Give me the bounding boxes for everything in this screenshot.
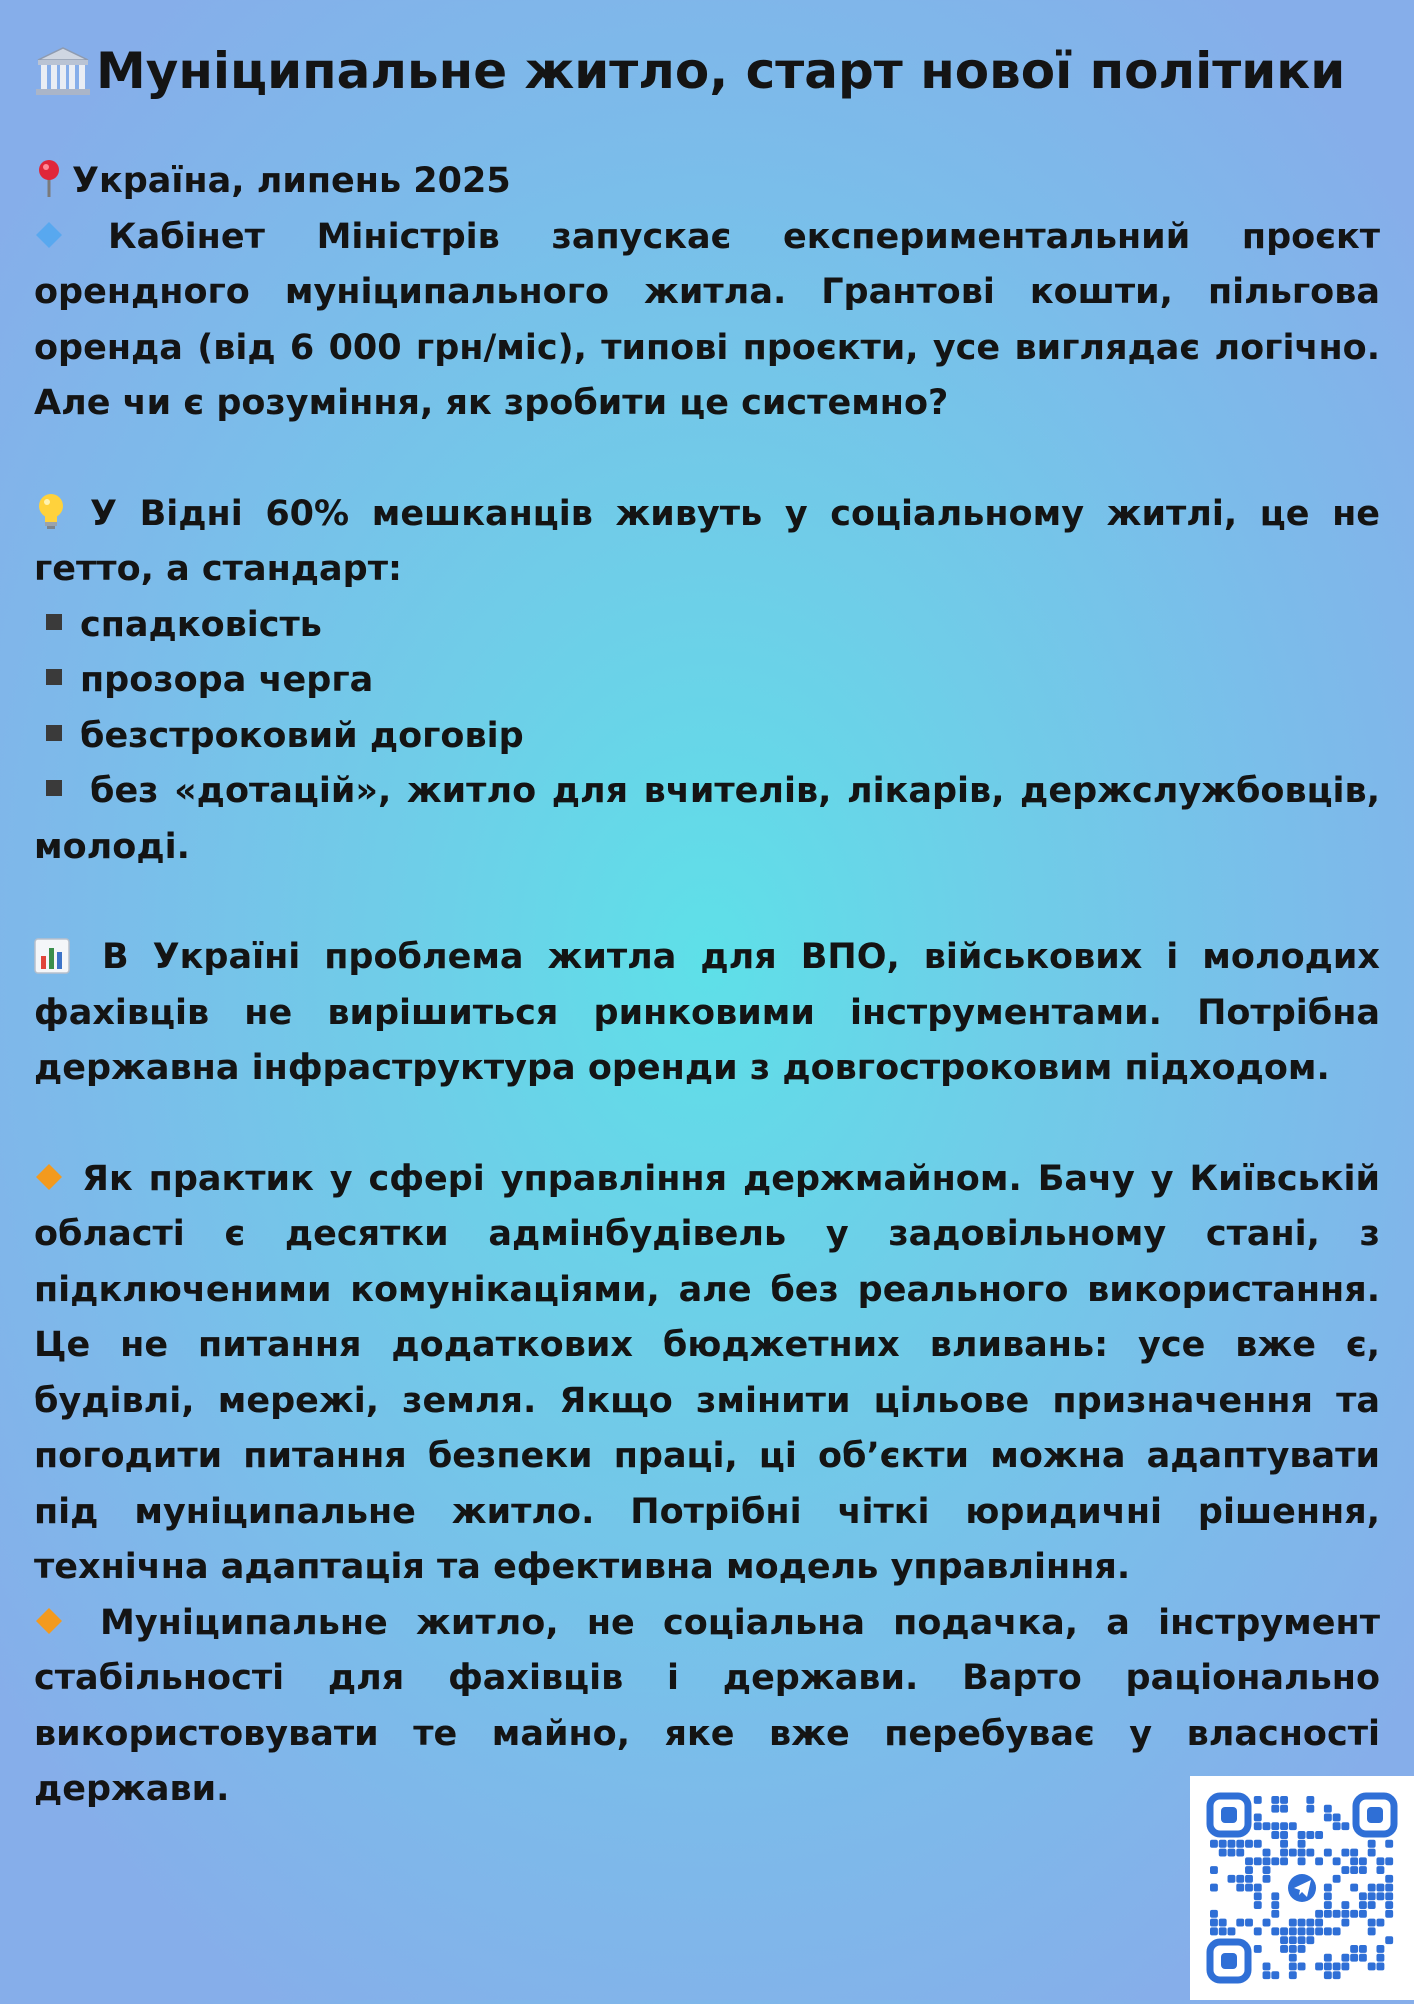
- list-item: прозора черга: [34, 653, 1380, 709]
- qr-code-icon: [1190, 1776, 1414, 2000]
- ukraine-problem-text: В Україні проблема житла для ВПО, військових і молодих фахівців не вирішиться ринковими інструментами. Потрібна державна інфраструктура оренди з довгостроковим підходом.: [34, 937, 1380, 1088]
- list-item: спадковість: [34, 598, 1380, 654]
- page-title: [34, 36, 1380, 106]
- bar-chart-icon: [34, 938, 70, 974]
- conclusion-text: Муніципальне житло, не соціальна подачка, а інструмент стабільності для фахівців і держави. Варто раціонально використовувати те майно, яке вже перебуває у власності держави.: [34, 1602, 1380, 1809]
- black-square-icon: [46, 614, 62, 630]
- vienna-list: [34, 598, 1380, 876]
- black-square-icon: [46, 669, 62, 685]
- location-line: [34, 154, 1380, 210]
- light-bulb-icon: [34, 491, 68, 531]
- location-text: Україна, липень 2025: [72, 161, 511, 201]
- list-item: безстроковий договір: [34, 709, 1380, 765]
- practice-text: Як практик у сфері управління держмайном. Бачу у Київській області є десятки адмінбудівель у задовільному стані, з підключеними комунікаціями, але без реального використання. Це не питання додаткових бюджетних вливань: усе вже є, будівлі, мережі, земля. Якщо змінити цільове призначення та погодити питання безпеки праці, ці об’єкти можна адаптувати під муніципальне житло. Потрібні чіткі юридичні рішення, технічна адаптація та ефективна модель управління.: [34, 1158, 1380, 1587]
- orange-diamond-icon: [34, 1606, 64, 1636]
- ukraine-problem-paragraph: [34, 930, 1380, 1097]
- black-square-icon: [46, 725, 62, 741]
- round-pushpin-icon: [34, 158, 64, 198]
- title-text: Муніципальне житло, старт нової політики: [96, 42, 1346, 100]
- vienna-lead: [34, 487, 1380, 598]
- government-building-icon: [34, 44, 92, 98]
- telegram-qr-code[interactable]: [1190, 1776, 1414, 2000]
- conclusion-paragraph: [34, 1596, 1380, 1818]
- intro-text: Кабінет Міністрів запускає експериментальний проєкт орендного муніципального житла. Грантові кошти, пільгова оренда (від 6 000 грн/міс), типові проєкти, усе виглядає логічно. Але чи є розуміння, як зробити це системно?: [34, 216, 1380, 423]
- orange-diamond-icon: [34, 1162, 64, 1192]
- document-page: [34, 36, 1380, 1818]
- black-square-icon: [46, 780, 62, 796]
- list-item: без «дотацій», житло для вчителів, лікарів, держслужбовців, молоді.: [34, 771, 1380, 867]
- blue-diamond-icon: [34, 220, 64, 250]
- practice-paragraph: [34, 1152, 1380, 1596]
- vienna-lead-text: У Відні 60% мешканців живуть у соціальному житлі, це не гетто, а стандарт:: [34, 493, 1380, 589]
- intro-paragraph: [34, 210, 1380, 432]
